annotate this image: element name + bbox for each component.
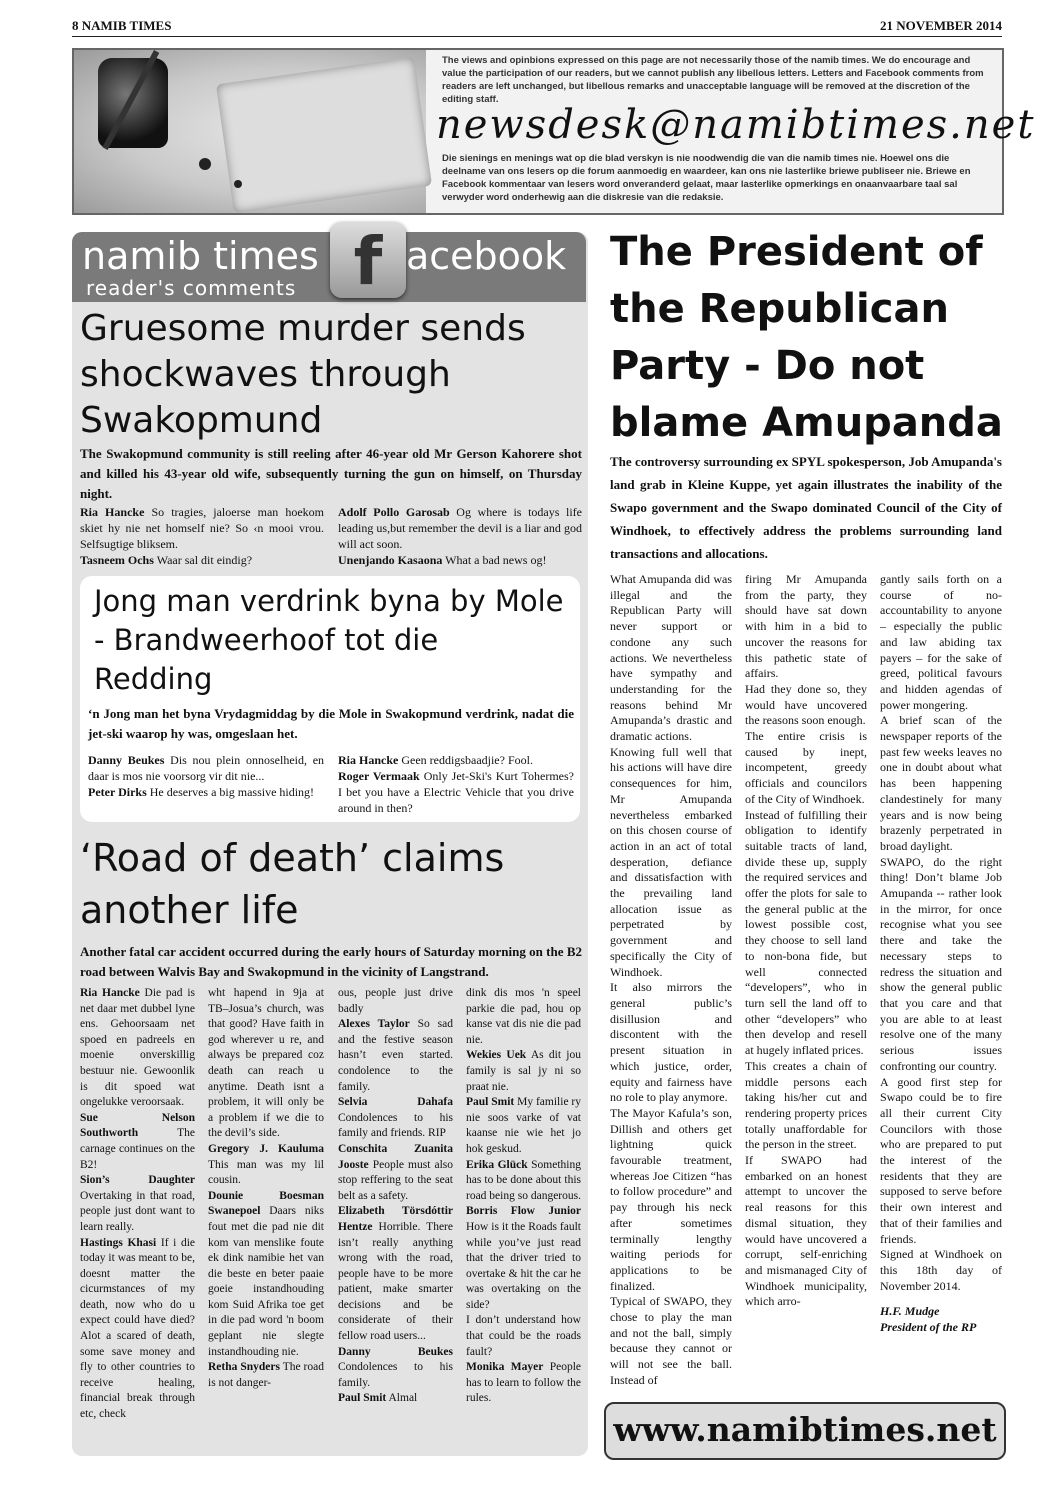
paragraph: The Mayor Kafula’s son, Dillish and others get lightning quick favourable treatment, whereas Joe Citizen “has to follow procedure” and pay through his neck after sometimes terminally lengthy waiting periods for applications to be finalized. xyxy=(610,1105,732,1293)
story1-headline: Gruesome murder sends shockwaves through Swakopmund xyxy=(80,308,526,441)
comment: Dounie Boesman Swanepoel Daars niks fout met die pad nie dit kom van menslike foute ek dink namibie het van die beste en beter paaie goeie instandhouding kom Suid Afrika toe get in die pad word 'n boom geplant nie slegte instandhouding nie. xyxy=(208,1189,324,1358)
comment: Peter Dirks He deserves a big massive hiding! xyxy=(88,785,315,799)
comment: Danny Beukes Dis nou plein onnoselheid, en daar is mos nie voorsorg vir dit nie... xyxy=(88,753,325,783)
facebook-label: acebook xyxy=(406,234,567,278)
story3-headline: ‘Road of death’ claims another life xyxy=(80,836,505,932)
comment: Ria Hancke Geen reddigsbaadjie? Fool. xyxy=(338,753,533,767)
comment: Ria Hancke So tragies, jaloerse man hoekom skiet hy nie net homself nie? So ‹n mooi vrou. Selfsugtige bliksem. xyxy=(80,505,325,551)
main-article-column-3 xyxy=(880,572,1002,1336)
namib-times-label: namib times xyxy=(82,234,319,278)
story3-column-2 xyxy=(208,986,324,1391)
issue-date: 21 NOVEMBER 2014 xyxy=(879,18,1002,33)
comment: Retha Snyders The road is not danger- xyxy=(208,1361,324,1389)
comment: dink dis mos 'n speel parkie die pad, hou op kanse vat dis nie die pad nie. xyxy=(466,987,581,1046)
comment: Erika Glück Something has to be done about this road being so dangerous. xyxy=(466,1158,581,1202)
comment: Adolf Pollo Garosab Og where is todays life leading us,but remember the devil is a liar and god will act soon. xyxy=(338,505,582,551)
story3-column-1 xyxy=(80,986,195,1423)
page-label: 8 NAMIB TIMES xyxy=(72,18,172,33)
main-article-lede: The controversy surrounding ex SPYL spokesperson, Job Amupanda's land grab in Kleine Kuppe, yet again illustrates the inability of the Swapo government and the Swapo dominated Council of the City of Windhoek, to effectively address the problems surrounding land transactions and allocations. xyxy=(610,454,1002,561)
facebook-icon: f xyxy=(330,222,406,298)
disclaimer-afrikaans: Die sienings en menings wat op die blad verskyn is nie noodwendig die van die namib times nie. Hoewel ons die deelname van ons lesers op die forum aanmoedig en waardeer, kan ons nie lasterlike briewe publiseer nie. Briewe en Facebook kommentaar van lesers word onveranderd gelaat, maar lasterlike opmerkings en onaanvaarbare taal sal verwyder word onderhewig aan die diskresie van die redaksie. xyxy=(442,153,971,203)
readers-comments-label: reader's comments xyxy=(86,276,297,300)
inkwell-illustration xyxy=(74,50,426,213)
signature-title: President of the RP xyxy=(880,1320,977,1335)
paragraph: If SWAPO had embarked on an honest attempt to uncover the real reasons for this dismal situation, they would have uncovered a corrupt, self-enriching and mismanaged City of Windhoek municipality, which arro- xyxy=(745,1153,867,1309)
comment: Paul Smit Almal xyxy=(338,1392,418,1405)
signature-name: H.F. Mudge xyxy=(880,1304,940,1319)
story2-comments-left xyxy=(88,752,324,800)
page-header xyxy=(72,18,1002,37)
comment: Danny Beukes Condolences to his family. xyxy=(338,1345,453,1389)
paragraph: A brief scan of the newspaper reports of the past few weeks leaves no one in doubt about what has been happening clandestinely for many years and is now being brazenly perpetrated in broad daylight. xyxy=(880,713,1002,853)
comment: Sion’s Daughter Overtaking in that road, people just dont want to learn really. xyxy=(80,1174,195,1233)
comment: wht hapend in 9ja at TB–Josua’s church, was that good? Have faith in god wherever u re, and always be prepared coz death can reach u anytime. Death isnt a problem, it will only be a problem if we die to the devil’s side. xyxy=(208,987,324,1140)
story2-headline: Jong man verdrink byna by Mole - Brandweerhoof tot die Redding xyxy=(94,584,564,696)
main-article-headline: The President of the Republican Party - Do not blame Amupanda xyxy=(610,229,1003,446)
main-article-column-1 xyxy=(610,572,732,1389)
parchment-image xyxy=(216,57,432,214)
paragraph: Had they done so, they would have uncovered the reasons soon enough. xyxy=(745,681,867,728)
website-url-link[interactable]: www.namibtimes.net xyxy=(604,1402,1006,1460)
comment: Paul Smit My familie ry nie soos varke of vat kaanse nie wie het jo hok geskud. xyxy=(466,1096,581,1155)
letters-banner xyxy=(72,48,1036,215)
comment: ous, people just drive badly xyxy=(338,987,453,1015)
comment: Gregory J. Kauluma This man was my lil cousin. xyxy=(208,1142,324,1187)
paragraph: firing Mr Amupanda from the party, they should have sat down with him in a bid to uncover the reasons for this pathetic state of affairs. xyxy=(745,572,867,681)
paragraph: What Amupanda did was illegal and the Republican Party will never support or condone any such actions. We nevertheless have sympathy and understanding for the reasons behind Mr Amupanda’s drastic and dramatic actions. xyxy=(610,572,732,744)
comment: I don’t understand how that could be the roads fault? xyxy=(466,1314,581,1358)
paragraph: It also mirrors the general public’s disillusion and discontent with the present situation in which justice, order, equity and fairness have no role to play anymore. xyxy=(610,980,732,1105)
paragraph: gantly sails forth on a course of no-accountability to anyone – especially the public and law abiding tax payers – for the sake of greed, political favours and hidden agendas of power mongering. xyxy=(880,572,1002,712)
story1-comments-right xyxy=(338,504,582,568)
comment: Elizabeth Törsdóttir Hentze Horrible. There isn’t really anything wrong with the road, people have to be more patient, make smarter decisions and be considerate of their fellow road users... xyxy=(338,1205,453,1343)
ink-drop-icon xyxy=(234,180,242,188)
paragraph: SWAPO, do the right thing! Don’t blame Job Amupanda -- rather look in the mirror, for once recognise what you see there and take the necessary steps to redress the situation and show the general public that you care and that you are able to at least resolve one of the many serious issues confronting our country. xyxy=(880,854,1002,1073)
newsdesk-email[interactable]: newsdesk@namibtimes.net xyxy=(436,102,1036,148)
paragraph: The entire crisis is caused by inept, incompetent, greedy officials and councilors of the City of Windhoek. xyxy=(745,729,867,806)
comment: Monika Mayer People has to learn to follow the rules. xyxy=(466,1361,581,1405)
comment: Ria Hancke Die pad is net daar met dubbel lyne ens. Gehoorsaam net spoed en padreels en moenie onverskillig bestuur nie. Gewoonlik is dit spoed wat ongelukke veroorsaak. xyxy=(80,987,195,1109)
comment: Hastings Khasi If i die today it was meant to be, doesnt matter the cicurmstances of my death, now who do u expect could have died? Alot a scared of death, some save money and fly to other countries to receive healing, financial break through etc, check xyxy=(80,1236,196,1421)
comment: Roger Vermaak Only Jet-Ski's Kurt Tohermes? I bet you have a Electric Vehicle that you drive around in then? xyxy=(338,769,574,815)
facebook-header xyxy=(72,232,586,302)
comment: Selvia Dahafa Condolences to his family and friends. RIP xyxy=(338,1096,453,1140)
comment: Borris Flow Junior How is it the Roads fault while you’ve just read that the driver tried to overtake & hit the car he was overtaking on the side? xyxy=(466,1205,581,1311)
ink-drop-icon xyxy=(199,158,211,170)
disclaimer-english: The views and opinbions expressed on this page are not necessarily those of the namib times. We do encourage and value the participation of our readers, but we cannot publish any libellous letters. Letters and Facebook comments from readers are left unchanged, but libellous remarks and unacceptable language will be removed at the discretion of the editing staff. xyxy=(442,55,984,105)
comment: Conschita Zuanita Jooste People must also stop reffering to the seat belt as a safety. xyxy=(338,1142,453,1202)
story1-comments-left xyxy=(80,504,324,568)
story1-lede: The Swakopmund community is still reeling after 46-year old Mr Gerson Kahorere shot and killed his 43-year old wife, subsequently turning the gun on himself, on Thursday night. xyxy=(80,446,582,501)
paragraph: Typical of SWAPO, they chose to play the man and not the ball, simply because they cannot or will not see the ball. Instead of xyxy=(610,1294,732,1387)
comment: Sue Nelson Southworth The carnage continues on the B2! xyxy=(80,1111,195,1171)
comment: Unenjando Kasaona What a bad news og! xyxy=(338,553,547,567)
comment: Wekies Uek As dit jou family is sal jy ni so praat nie. xyxy=(466,1049,581,1093)
comment: Tasneem Ochs Waar sal dit eindig? xyxy=(80,553,253,567)
story3-lede: Another fatal car accident occurred during the early hours of Saturday morning on the B2 road between Walvis Bay and Swakopmund in the vicinity of Langstrand. xyxy=(80,944,582,979)
paragraph: Knowing full well that his actions will have dire consequences for him, Mr Amupanda nevertheless embarked on this chosen course of action in an act of total desperation, defiance and dissatisfaction with the prevailing land allocation issue as perpetrated by government and specifically the City of Windhoek. xyxy=(610,744,732,979)
story3-column-3 xyxy=(338,986,453,1407)
comment: Alexes Taylor So sad and the festive season hasn’t even started. condolence to the family. xyxy=(338,1018,453,1093)
story3-column-4 xyxy=(466,986,581,1407)
paragraph: Instead of fulfilling their obligation to identify suitable tracts of land, divide these up, supply the required services and offer the plots for sale to the general public at the lowest possible cost, they choose to sell land to non-bona fide, but well connected “developers”, who in turn sell the land off to other “developers” who then develop and resell at hugely inflated prices. xyxy=(745,807,867,1058)
paragraph: Signed at Windhoek on this 18th day of November 2014. xyxy=(880,1247,1002,1293)
paragraph: A good first step for Swapo could be to fire all their current City Councilors with those who are prepared to put the interest of the residents that they are supposed to serve before their own interest and that of their families and friends. xyxy=(880,1074,1002,1246)
story2-comments-right xyxy=(338,752,574,816)
main-article-column-2 xyxy=(745,572,867,1310)
paragraph: This creates a chain of middle persons each taking his/her cut and rendering property prices totally unaffordable for the person in the street. xyxy=(745,1058,867,1152)
story2-lede: ‘n Jong man het byna Vrydagmiddag by die Mole in Swakopmund verdrink, nadat die jet-ski waarop hy was, omgeslaan het. xyxy=(88,706,574,741)
